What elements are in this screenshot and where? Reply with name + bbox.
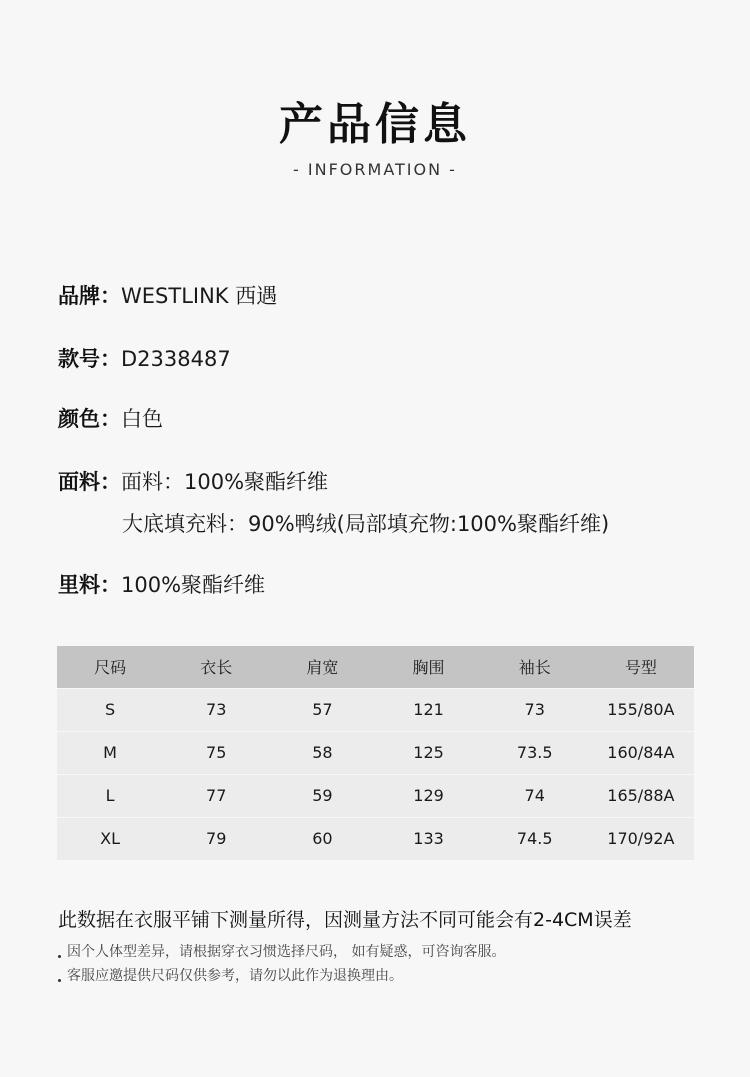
table-row <box>57 817 694 860</box>
table-cell: 58 <box>269 731 375 774</box>
table-cell: 73 <box>482 688 588 731</box>
note-item <box>58 965 403 985</box>
note-text: 客服应邀提供尺码仅供参考，请勿以此作为退换理由。 <box>67 968 403 984</box>
table-cell: 73 <box>163 688 269 731</box>
note-item <box>58 941 505 961</box>
lining-row <box>58 569 265 599</box>
table-cell: 155/80A <box>588 688 694 731</box>
table-cell: XL <box>57 817 163 860</box>
table-cell: M <box>57 731 163 774</box>
table-cell: 59 <box>269 774 375 817</box>
lining-label: 里料： <box>58 573 121 597</box>
fabric-filling-value: 大底填充料：90%鸭绒(局部填充物:100%聚酯纤维) <box>122 512 610 536</box>
note-text: 因个人体型差异，请根据穿衣习惯选择尺码， 如有疑惑，可咨询客服。 <box>67 944 506 960</box>
table-cell: 170/92A <box>588 817 694 860</box>
table-cell: 79 <box>163 817 269 860</box>
table-cell: 74.5 <box>482 817 588 860</box>
fabric-value: 面料：100%聚酯纤维 <box>121 470 329 494</box>
color-label: 颜色： <box>58 407 121 431</box>
table-cell: 165/88A <box>588 774 694 817</box>
header-cell: 胸围 <box>375 646 481 688</box>
page-subtitle: - INFORMATION - <box>293 160 457 179</box>
table-cell: S <box>57 688 163 731</box>
size-table <box>57 646 694 860</box>
brand-value: WESTLINK 西遇 <box>121 284 278 308</box>
table-cell: 125 <box>375 731 481 774</box>
style-no-value: D2338487 <box>121 347 231 371</box>
lining-value: 100%聚酯纤维 <box>121 573 266 597</box>
style-no-row <box>58 343 231 373</box>
table-cell: 75 <box>163 731 269 774</box>
table-cell: 129 <box>375 774 481 817</box>
header-cell: 袖长 <box>482 646 588 688</box>
brand-row <box>58 280 277 310</box>
table-cell: 60 <box>269 817 375 860</box>
table-row <box>57 688 694 731</box>
style-no-label: 款号： <box>58 347 121 371</box>
header-cell: 肩宽 <box>269 646 375 688</box>
color-row <box>58 403 163 433</box>
color-value: 白色 <box>121 407 163 431</box>
table-cell: 133 <box>375 817 481 860</box>
measurement-note-title: 此数据在衣服平铺下测量所得，因测量方法不同可能会有2-4CM误差 <box>58 909 632 931</box>
table-cell: 160/84A <box>588 731 694 774</box>
fabric-label: 面料： <box>58 470 121 494</box>
table-cell: 73.5 <box>482 731 588 774</box>
header-cell: 尺码 <box>57 646 163 688</box>
table-cell: 57 <box>269 688 375 731</box>
header-cell: 衣长 <box>163 646 269 688</box>
bullet-icon <box>58 955 61 958</box>
table-row <box>57 774 694 817</box>
table-cell: 74 <box>482 774 588 817</box>
fabric-row <box>58 466 328 496</box>
size-table-header <box>57 646 694 688</box>
table-row <box>57 731 694 774</box>
brand-label: 品牌： <box>58 284 121 308</box>
table-cell: 77 <box>163 774 269 817</box>
page-title: 产品信息 <box>279 99 471 150</box>
table-cell: 121 <box>375 688 481 731</box>
bullet-icon <box>58 979 61 982</box>
header-cell: 号型 <box>588 646 694 688</box>
table-cell: L <box>57 774 163 817</box>
